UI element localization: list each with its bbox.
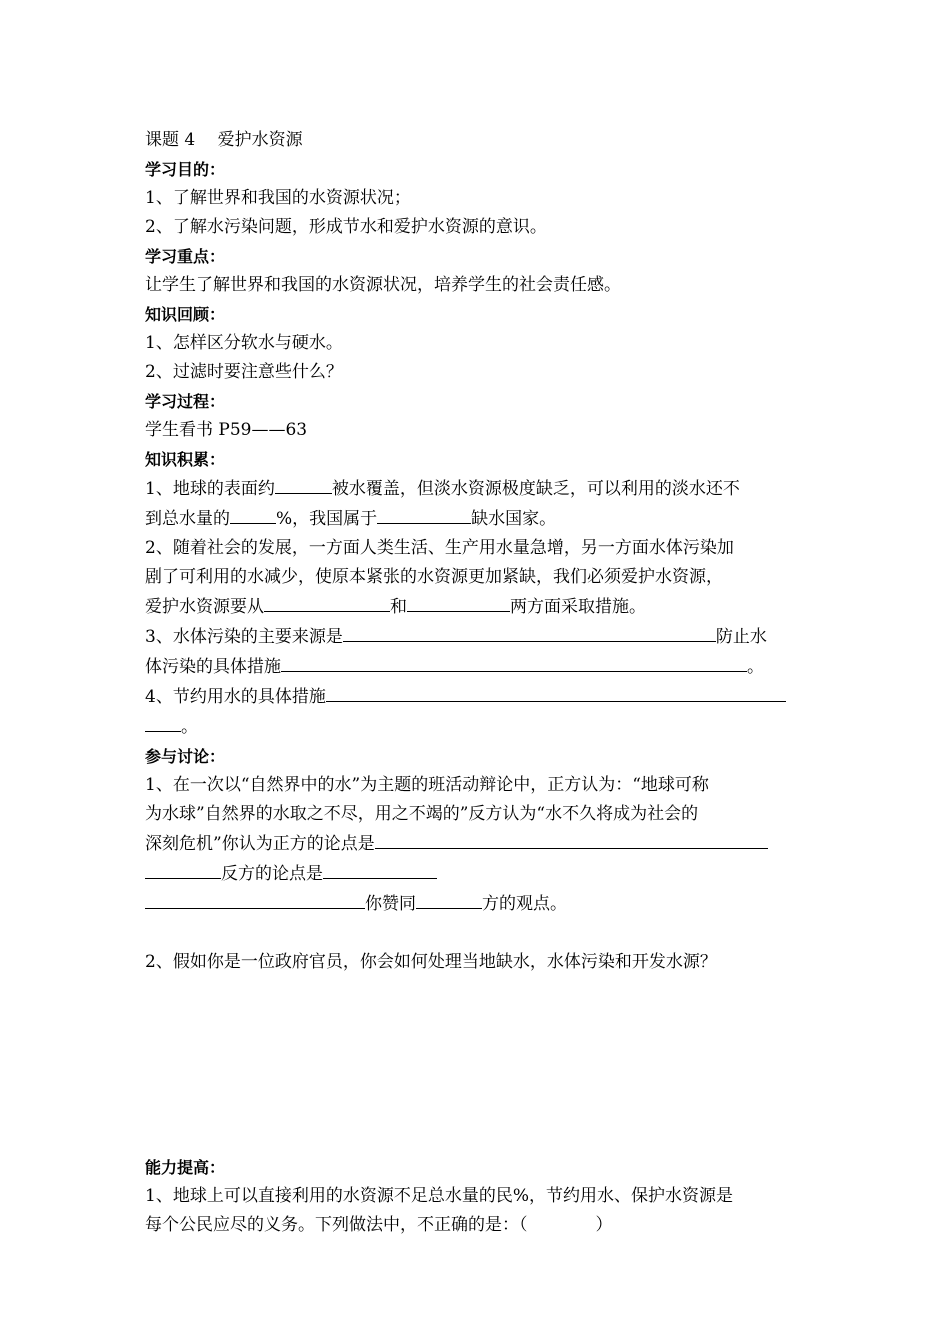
discussion-1-line-4: 反方的论点是	[145, 859, 807, 889]
question-2-line-1: 2、随着社会的发展，一方面人类生活、生产用水量急增，另一方面水体污染加	[145, 538, 734, 558]
answer-blank[interactable]	[377, 504, 471, 524]
question-3-line-1: 3、水体污染的主要来源是 防止水	[145, 622, 807, 652]
process-heading: 学习过程：	[145, 392, 226, 411]
question-4-line-2: 。	[145, 712, 807, 742]
review-heading: 知识回顾：	[145, 305, 226, 324]
question-1-line-1: 1、地球的表面约 被水覆盖，但淡水资源极度缺乏，可以利用的淡水还不	[145, 474, 807, 504]
review-item: 2、过滤时要注意些什么？	[145, 362, 343, 382]
answer-blank[interactable]	[323, 859, 437, 879]
answer-blank[interactable]	[230, 504, 276, 524]
key-points-heading: 学习重点：	[145, 247, 226, 266]
answer-blank[interactable]	[275, 474, 332, 494]
improvement-heading: 能力提高：	[145, 1158, 226, 1177]
discussion-1-line-5: 你赞同 方的观点。	[145, 889, 807, 919]
answer-blank[interactable]	[326, 682, 786, 702]
question-3-line-2: 体污染的具体措施 。	[145, 652, 807, 682]
worksheet	[145, 126, 807, 1240]
discussion-1-line-1: 1、在一次以“自然界中的水”为主题的班活动辩论中，正方认为：“地球可称	[145, 775, 709, 795]
discussion-1-line-2: 为水球”自然界的水取之不尽，用之不竭的”反方认为“水不久将成为社会的	[145, 804, 699, 824]
discussion-1-line-3: 深刻危机”你认为正方的论点是	[145, 829, 807, 859]
improvement-1-line-1: 1、地球上可以直接利用的水资源不足总水量的民%，节约用水、保护水资源是	[145, 1186, 733, 1206]
improvement-1-line-2: 每个公民应尽的义务。下列做法中，不正确的是：（ ）	[145, 1215, 613, 1235]
answer-blank[interactable]	[416, 889, 482, 909]
answer-blank[interactable]	[375, 829, 768, 849]
discussion-heading: 参与讨论：	[145, 747, 226, 766]
review-item: 1、怎样区分软水与硬水。	[145, 333, 343, 353]
answer-blank[interactable]	[281, 652, 747, 672]
answer-blank[interactable]	[407, 592, 510, 612]
key-points-text: 让学生了解世界和我国的水资源状况，培养学生的社会责任感。	[145, 275, 621, 295]
knowledge-heading: 知识积累：	[145, 450, 226, 469]
discussion-2: 2、假如你是一位政府官员，你会如何处理当地缺水，水体污染和开发水源？	[145, 952, 717, 972]
objectives-heading: 学习目的：	[145, 160, 226, 179]
answer-blank[interactable]	[343, 622, 716, 642]
page-title: 课题 4 爱护水资源	[145, 130, 303, 150]
question-1-line-2: 到总水量的 %，我国属于 缺水国家。	[145, 504, 807, 534]
question-2-line-2: 剧了可利用的水减少，使原本紧张的水资源更加紧缺，我们必须爱护水资源，	[145, 567, 723, 587]
question-4-line-1: 4、节约用水的具体措施	[145, 682, 807, 712]
objective-item: 1、了解世界和我国的水资源状况；	[145, 188, 411, 208]
process-text: 学生看书 P59——63	[145, 420, 308, 440]
answer-blank[interactable]	[145, 859, 221, 879]
answer-blank[interactable]	[145, 712, 181, 732]
objective-item: 2、了解水污染问题，形成节水和爱护水资源的意识。	[145, 217, 547, 237]
answer-blank[interactable]	[264, 592, 390, 612]
answer-blank[interactable]	[145, 889, 365, 909]
question-2-line-3: 爱护水资源要从 和 两方面采取措施。	[145, 592, 807, 622]
